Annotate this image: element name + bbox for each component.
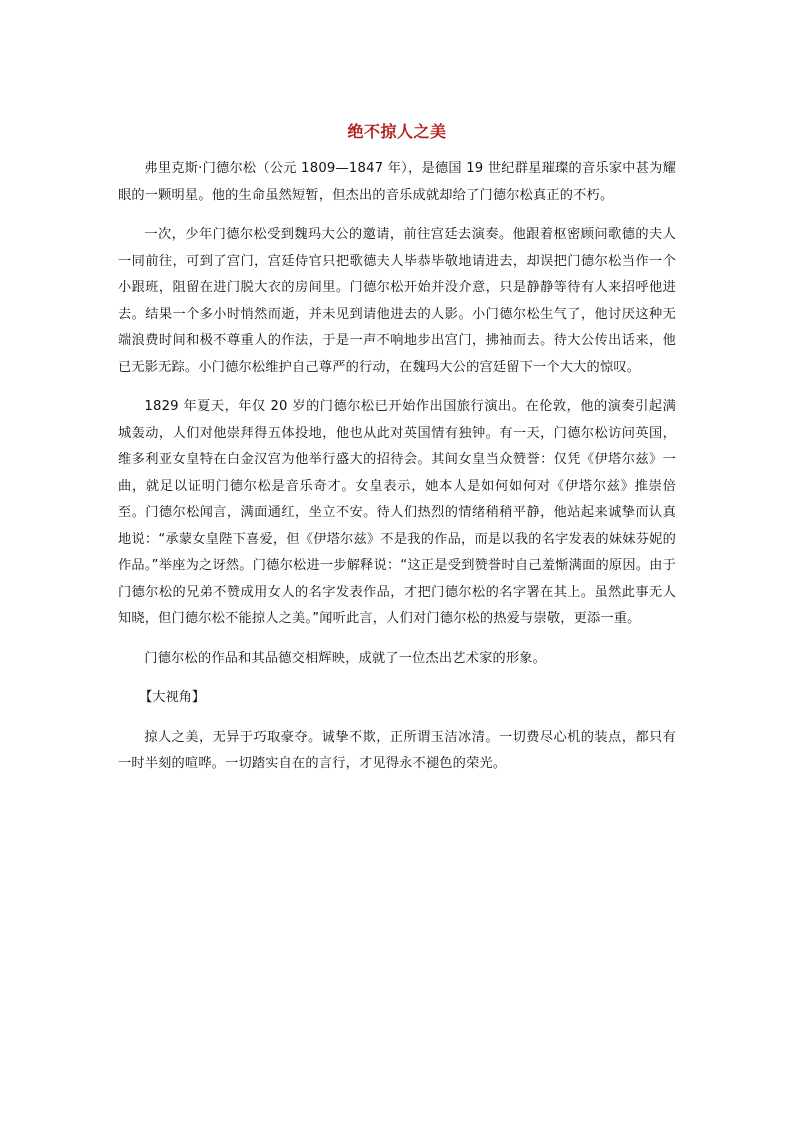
paragraph-conclusion: 门德尔松的作品和其品德交相辉映，成就了一位杰出艺术家的形象。 (144, 650, 547, 666)
paragraph-intro: 弗里克斯·门德尔松（公元 1809—1847 年），是德国 19 世纪群星璀璨的音乐家中甚为耀眼的一颗明星。他的生命虽然短暂，但杰出的音乐成就却给了门德尔松真正的不朽。 (118, 161, 676, 203)
document-title: 绝不掠人之美 (347, 122, 447, 141)
document-content (118, 118, 676, 791)
section-heading: 【大视角】 (139, 690, 206, 705)
paragraph-commentary: 掠人之美，无异于巧取豪夺。诚挚不欺，正所谓玉洁冰清。一切费尽心机的装点，都只有一时半刻的喧哗。一切踏实自在的言行，才见得永不褪色的荣光。 (118, 729, 676, 771)
paragraph-london-story: 1829 年夏天，年仅 20 岁的门德尔松已开始作出国旅行演出。在伦敦，他的演奏引起满城轰动，人们对他崇拜得五体投地，他也从此对英国情有独钟。有一天，门德尔松访问英国，维多利亚女皇特在白金汉宫为他举行盛大的招待会。其间女皇当众赞誉：仅凭《伊塔尔兹》一曲，就足以证明门德尔松是音乐奇才。女皇表示，她本人是如何如何对《伊塔尔兹》推崇倍至。门德尔松闻言，满面通红，坐立不安。待人们热烈的情绪稍稍平静，他站起来诚挚而认真地说：“承蒙女皇陛下喜爱，但《伊塔尔兹》不是我的作品，而是以我的名字发表的妹妹芬妮的作品。”举座为之讶然。门德尔松进一步解释说：“这正是受到赞誉时自己羞惭满面的原因。由于门德尔松的兄弟不赞成用女人的名字发表作品，才把门德尔松的名字署在其上。虽然此事无人知晓，但门德尔松不能掠人之美。”闻听此言，人们对门德尔松的热爱与崇敬，更添一重。 (118, 399, 676, 626)
paragraph-weimar-story: 一次，少年门德尔松受到魏玛大公的邀请，前往宫廷去演奏。他跟着枢密顾问歌德的夫人一同前往，可到了宫门，宫廷侍官只把歌德夫人毕恭毕敬地请进去，却误把门德尔松当作一个小跟班，阻留在进门脱大衣的房间里。门德尔松开始并没介意，只是静静等待有人来招呼他进去。结果一个多小时悄然而逝，并未见到请他进去的人影。小门德尔松生气了，他讨厌这种无端浪费时间和极不尊重人的作法，于是一声不响地步出宫门，拂袖而去。待大公传出话来，他已无影无踪。小门德尔松维护自己尊严的行动，在魏玛大公的宫廷留下一个大大的惊叹。 (118, 227, 676, 375)
